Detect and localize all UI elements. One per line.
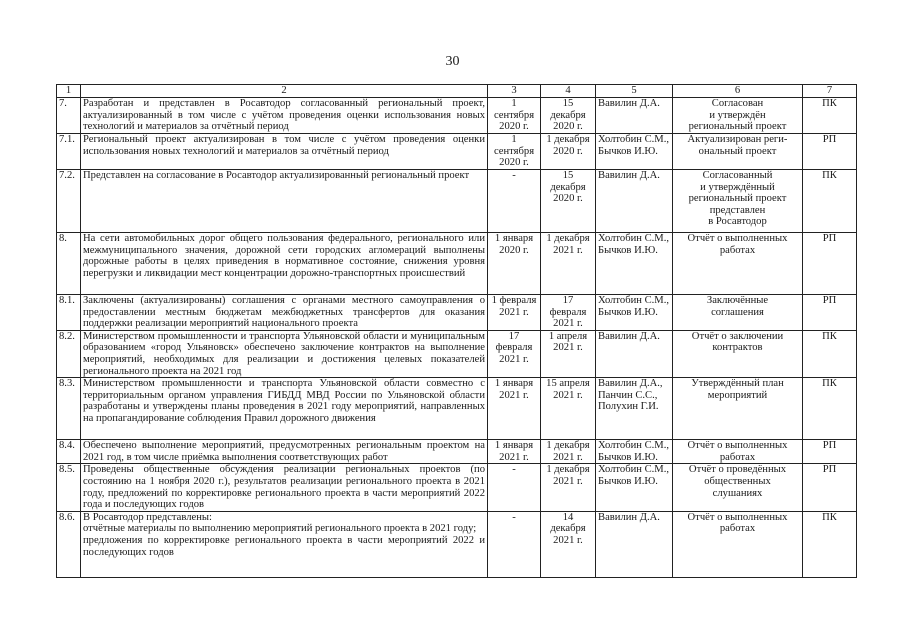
control-level: РП bbox=[803, 233, 857, 295]
start-date bbox=[488, 440, 541, 464]
date-line: 2020 г. bbox=[499, 121, 529, 133]
item-number: 7.2. bbox=[57, 170, 81, 233]
responsible-person bbox=[596, 98, 673, 134]
date-line: 2020 г. bbox=[499, 244, 529, 256]
result-line: Отчёт о выполненных bbox=[687, 233, 788, 244]
item-description bbox=[81, 511, 488, 577]
result-document bbox=[673, 511, 803, 577]
date-line: 2021 г. bbox=[553, 534, 583, 546]
control-level: РП bbox=[803, 134, 857, 170]
responsible-person bbox=[596, 134, 673, 170]
table-row bbox=[57, 233, 857, 295]
item-number: 7. bbox=[57, 98, 81, 134]
item-number: 8.1. bbox=[57, 295, 81, 331]
date-line: 14 bbox=[562, 511, 574, 523]
date-line: 2021 г. bbox=[499, 451, 529, 463]
table-row bbox=[57, 98, 857, 134]
item-number: 8.2. bbox=[57, 330, 81, 377]
item-description: Министерством промышленности и транспорта Ульяновской области и муниципальным образованием «город Ульяновск» обеспечено заключение контрактов на выполнение мероприятий, необходимых для реализации и достижения целевых показателей регионального проекта на 2021 год bbox=[81, 330, 488, 377]
end-date bbox=[541, 511, 596, 577]
date-line: декабря bbox=[550, 523, 586, 535]
date-line: 1 декабря bbox=[546, 134, 590, 145]
item-description: На сети автомобильных дорог общего пользования федерального, регионального или межмуниципального значения, дорожной сети городских агломераций выполнены дорожные работы в целях приведения в нормативное состояние, снижения уровня перегрузки и ликвидации мест концентрации дорожно-транспортных происшествий bbox=[81, 233, 488, 295]
header-row bbox=[57, 85, 857, 98]
date-line: 1 декабря bbox=[546, 233, 590, 244]
date-line: 2021 г. bbox=[499, 306, 529, 318]
project-plan-table bbox=[56, 84, 857, 578]
item-description: Министерством промышленности и транспорта Ульяновской области совместно с территориальным органом управления ГИБДД МВД России по Ульяновской области разработаны и утверждены планы проведения в 2021 году мероприятий, направленных на пропагандирование соблюдения Правил дорожного движения bbox=[81, 378, 488, 440]
date-line: 2021 г. bbox=[553, 318, 583, 330]
person-line: Холтобин С.М., bbox=[598, 233, 670, 244]
start-date bbox=[488, 378, 541, 440]
item-description: Региональный проект актуализирован в том числе с учётом проведения оценки использования новых технологий и материалов за отчётный период bbox=[81, 134, 488, 170]
date-line: 2020 г. bbox=[553, 145, 583, 157]
start-date bbox=[488, 330, 541, 377]
person-line: Полухин Г.И. bbox=[598, 401, 659, 413]
end-date bbox=[541, 378, 596, 440]
page-number: 30 bbox=[445, 54, 460, 69]
result-line: Согласован bbox=[711, 98, 764, 109]
date-line: 2020 г. bbox=[553, 121, 583, 133]
result-line: Отчёт о проведённых bbox=[688, 464, 787, 476]
table-row bbox=[57, 134, 857, 170]
control-level: ПК bbox=[803, 170, 857, 233]
result-line: Заключённые bbox=[706, 295, 769, 306]
date-line: 1 февраля bbox=[491, 295, 537, 306]
result-line: Актуализирован реги- bbox=[687, 134, 788, 145]
item-description: Заключены (актуализированы) соглашения с органами местного самоуправления о предоставлении местным бюджетам межбюджетных трансфертов для оказания поддержки реализации мероприятий национального проекта bbox=[81, 295, 488, 331]
end-date bbox=[541, 134, 596, 170]
table-row bbox=[57, 295, 857, 331]
result-line: работах bbox=[719, 451, 756, 463]
item-description: Проведены общественные обсуждения реализации региональных проектов (по состоянию на 1 ноября 2020 г.), результатов реализации регионального проекта в 2021 году, предложений по корректировке регионального проекта в части мероприятий 2022 года и последующих годов bbox=[81, 464, 488, 511]
column-header: 3 bbox=[488, 85, 541, 98]
result-line: общественных bbox=[704, 475, 771, 487]
result-document bbox=[673, 233, 803, 295]
item-number: 7.1. bbox=[57, 134, 81, 170]
result-line: работах bbox=[719, 523, 756, 535]
item-number: 8.5. bbox=[57, 464, 81, 511]
person-line: Холтобин С.М., bbox=[598, 295, 670, 306]
person-line: Вавилин Д.А., bbox=[598, 378, 663, 390]
control-level: РП bbox=[803, 440, 857, 464]
item-number: 8.6. bbox=[57, 511, 81, 577]
result-document bbox=[673, 464, 803, 511]
result-line: и утверждённый bbox=[700, 181, 775, 193]
item-description: Разработан и представлен в Росавтодор согласованный региональный проект, актуализированный в том числе с учётом проведения оценки использования новых технологий и материалов за отчётный период bbox=[81, 98, 488, 134]
person-line: Бычков И.Ю. bbox=[598, 451, 658, 463]
person-line: Панчин С.С., bbox=[598, 389, 658, 401]
control-level: ПК bbox=[803, 511, 857, 577]
date-line: 1 января bbox=[494, 440, 534, 452]
result-line: ональный проект bbox=[698, 145, 777, 157]
item-description: Обеспечено выполнение мероприятий, предусмотренных региональным проектом на 2021 год, в том числе приёмка выполнения соответствующих работ bbox=[81, 440, 488, 464]
person-line: Бычков И.Ю. bbox=[598, 306, 658, 318]
item-number: 8.3. bbox=[57, 378, 81, 440]
result-line: слушаниях bbox=[712, 487, 763, 499]
result-document bbox=[673, 170, 803, 233]
column-header: 6 bbox=[673, 85, 803, 98]
person-line: Холтобин С.М., bbox=[598, 134, 670, 145]
result-line: Отчёт о заключении bbox=[691, 330, 784, 342]
date-line: 2021 г. bbox=[553, 475, 583, 487]
date-line: 1 апреля bbox=[548, 330, 588, 342]
date-line: - bbox=[512, 464, 516, 476]
start-date bbox=[488, 170, 541, 233]
responsible-person bbox=[596, 170, 673, 233]
result-line: представлен bbox=[709, 204, 766, 216]
date-line: февраля bbox=[549, 306, 587, 318]
column-header: 1 bbox=[57, 85, 81, 98]
person-line: Холтобин С.М., bbox=[598, 464, 670, 476]
end-date bbox=[541, 330, 596, 377]
date-line: 1 января bbox=[494, 378, 534, 390]
date-line: сентября bbox=[493, 109, 535, 121]
table-row bbox=[57, 170, 857, 233]
responsible-person bbox=[596, 464, 673, 511]
result-line: региональный проект bbox=[688, 121, 787, 133]
date-line: сентября bbox=[493, 145, 535, 157]
result-document bbox=[673, 330, 803, 377]
date-line: 17 bbox=[508, 330, 520, 342]
table-row bbox=[57, 440, 857, 464]
date-line: 1 декабря bbox=[546, 464, 590, 476]
date-line: 2021 г. bbox=[553, 342, 583, 354]
responsible-person bbox=[596, 295, 673, 331]
result-document bbox=[673, 378, 803, 440]
control-level: РП bbox=[803, 295, 857, 331]
description-line: В Росавтодор представлены: bbox=[83, 511, 212, 523]
control-level: РП bbox=[803, 464, 857, 511]
result-line: региональный проект bbox=[688, 193, 787, 205]
table-row bbox=[57, 511, 857, 577]
item-description: Представлен на согласование в Росавтодор актуализированный региональный проект bbox=[81, 170, 488, 233]
end-date bbox=[541, 295, 596, 331]
start-date bbox=[488, 295, 541, 331]
result-line: Утверждённый план bbox=[691, 378, 784, 390]
date-line: 15 bbox=[562, 170, 574, 181]
date-line: 2021 г. bbox=[499, 353, 529, 365]
date-line: февраля bbox=[495, 342, 533, 354]
start-date bbox=[488, 464, 541, 511]
date-line: 2021 г. bbox=[553, 451, 583, 463]
table-body bbox=[57, 98, 857, 578]
date-line: - bbox=[512, 170, 516, 181]
item-number: 8. bbox=[57, 233, 81, 295]
responsible-person bbox=[596, 440, 673, 464]
column-header: 2 bbox=[81, 85, 488, 98]
person-line: Бычков И.Ю. bbox=[598, 244, 658, 256]
responsible-person bbox=[596, 330, 673, 377]
table-row bbox=[57, 330, 857, 377]
date-line: декабря bbox=[550, 109, 586, 121]
date-line: 1 bbox=[511, 98, 517, 109]
result-document bbox=[673, 98, 803, 134]
result-line: Согласованный bbox=[702, 170, 773, 181]
date-line: 15 апреля bbox=[546, 378, 590, 390]
date-line: 2020 г. bbox=[499, 157, 529, 169]
date-line: 2020 г. bbox=[553, 193, 583, 205]
start-date bbox=[488, 511, 541, 577]
control-level: ПК bbox=[803, 330, 857, 377]
result-line: мероприятий bbox=[707, 389, 768, 401]
start-date bbox=[488, 233, 541, 295]
date-line: 2021 г. bbox=[553, 244, 583, 256]
result-line: Отчёт о выполненных bbox=[687, 511, 788, 523]
date-line: декабря bbox=[550, 181, 586, 193]
end-date bbox=[541, 233, 596, 295]
result-line: и утверждён bbox=[709, 109, 766, 121]
description-line: предложения по корректировке регионального проекта в части мероприятий 2022 и последующих годов bbox=[83, 534, 485, 558]
person-line: Бычков И.Ю. bbox=[598, 475, 658, 487]
table-row bbox=[57, 464, 857, 511]
start-date bbox=[488, 134, 541, 170]
date-line: 1 января bbox=[494, 233, 534, 244]
table-row bbox=[57, 378, 857, 440]
result-line: Отчёт о выполненных bbox=[687, 440, 788, 452]
person-line: Бычков И.Ю. bbox=[598, 145, 658, 157]
result-line: в Росавтодор bbox=[708, 216, 767, 228]
result-line: соглашения bbox=[711, 306, 764, 318]
result-document bbox=[673, 440, 803, 464]
column-header: 4 bbox=[541, 85, 596, 98]
person-line: Вавилин Д.А. bbox=[598, 511, 660, 523]
result-line: работах bbox=[719, 244, 756, 256]
column-header: 5 bbox=[596, 85, 673, 98]
date-line: 1 bbox=[511, 134, 517, 145]
control-level: ПК bbox=[803, 378, 857, 440]
date-line: 2021 г. bbox=[499, 389, 529, 401]
responsible-person bbox=[596, 511, 673, 577]
date-line: 2021 г. bbox=[553, 389, 583, 401]
end-date bbox=[541, 98, 596, 134]
person-line: Вавилин Д.А. bbox=[598, 170, 660, 181]
end-date bbox=[541, 170, 596, 233]
result-line: контрактов bbox=[712, 342, 763, 354]
result-document bbox=[673, 295, 803, 331]
start-date bbox=[488, 98, 541, 134]
item-number: 8.4. bbox=[57, 440, 81, 464]
description-line: отчётные материалы по выполнению мероприятий регионального проекта в 2021 году; bbox=[83, 523, 477, 535]
control-level: ПК bbox=[803, 98, 857, 134]
date-line: - bbox=[512, 511, 516, 523]
date-line: 15 bbox=[562, 98, 574, 109]
date-line: 17 bbox=[562, 295, 574, 306]
column-header: 7 bbox=[803, 85, 857, 98]
responsible-person bbox=[596, 378, 673, 440]
person-line: Вавилин Д.А. bbox=[598, 98, 660, 109]
person-line: Вавилин Д.А. bbox=[598, 330, 660, 342]
result-document bbox=[673, 134, 803, 170]
responsible-person bbox=[596, 233, 673, 295]
end-date bbox=[541, 464, 596, 511]
date-line: 1 декабря bbox=[546, 440, 590, 452]
person-line: Холтобин С.М., bbox=[598, 440, 670, 452]
end-date bbox=[541, 440, 596, 464]
